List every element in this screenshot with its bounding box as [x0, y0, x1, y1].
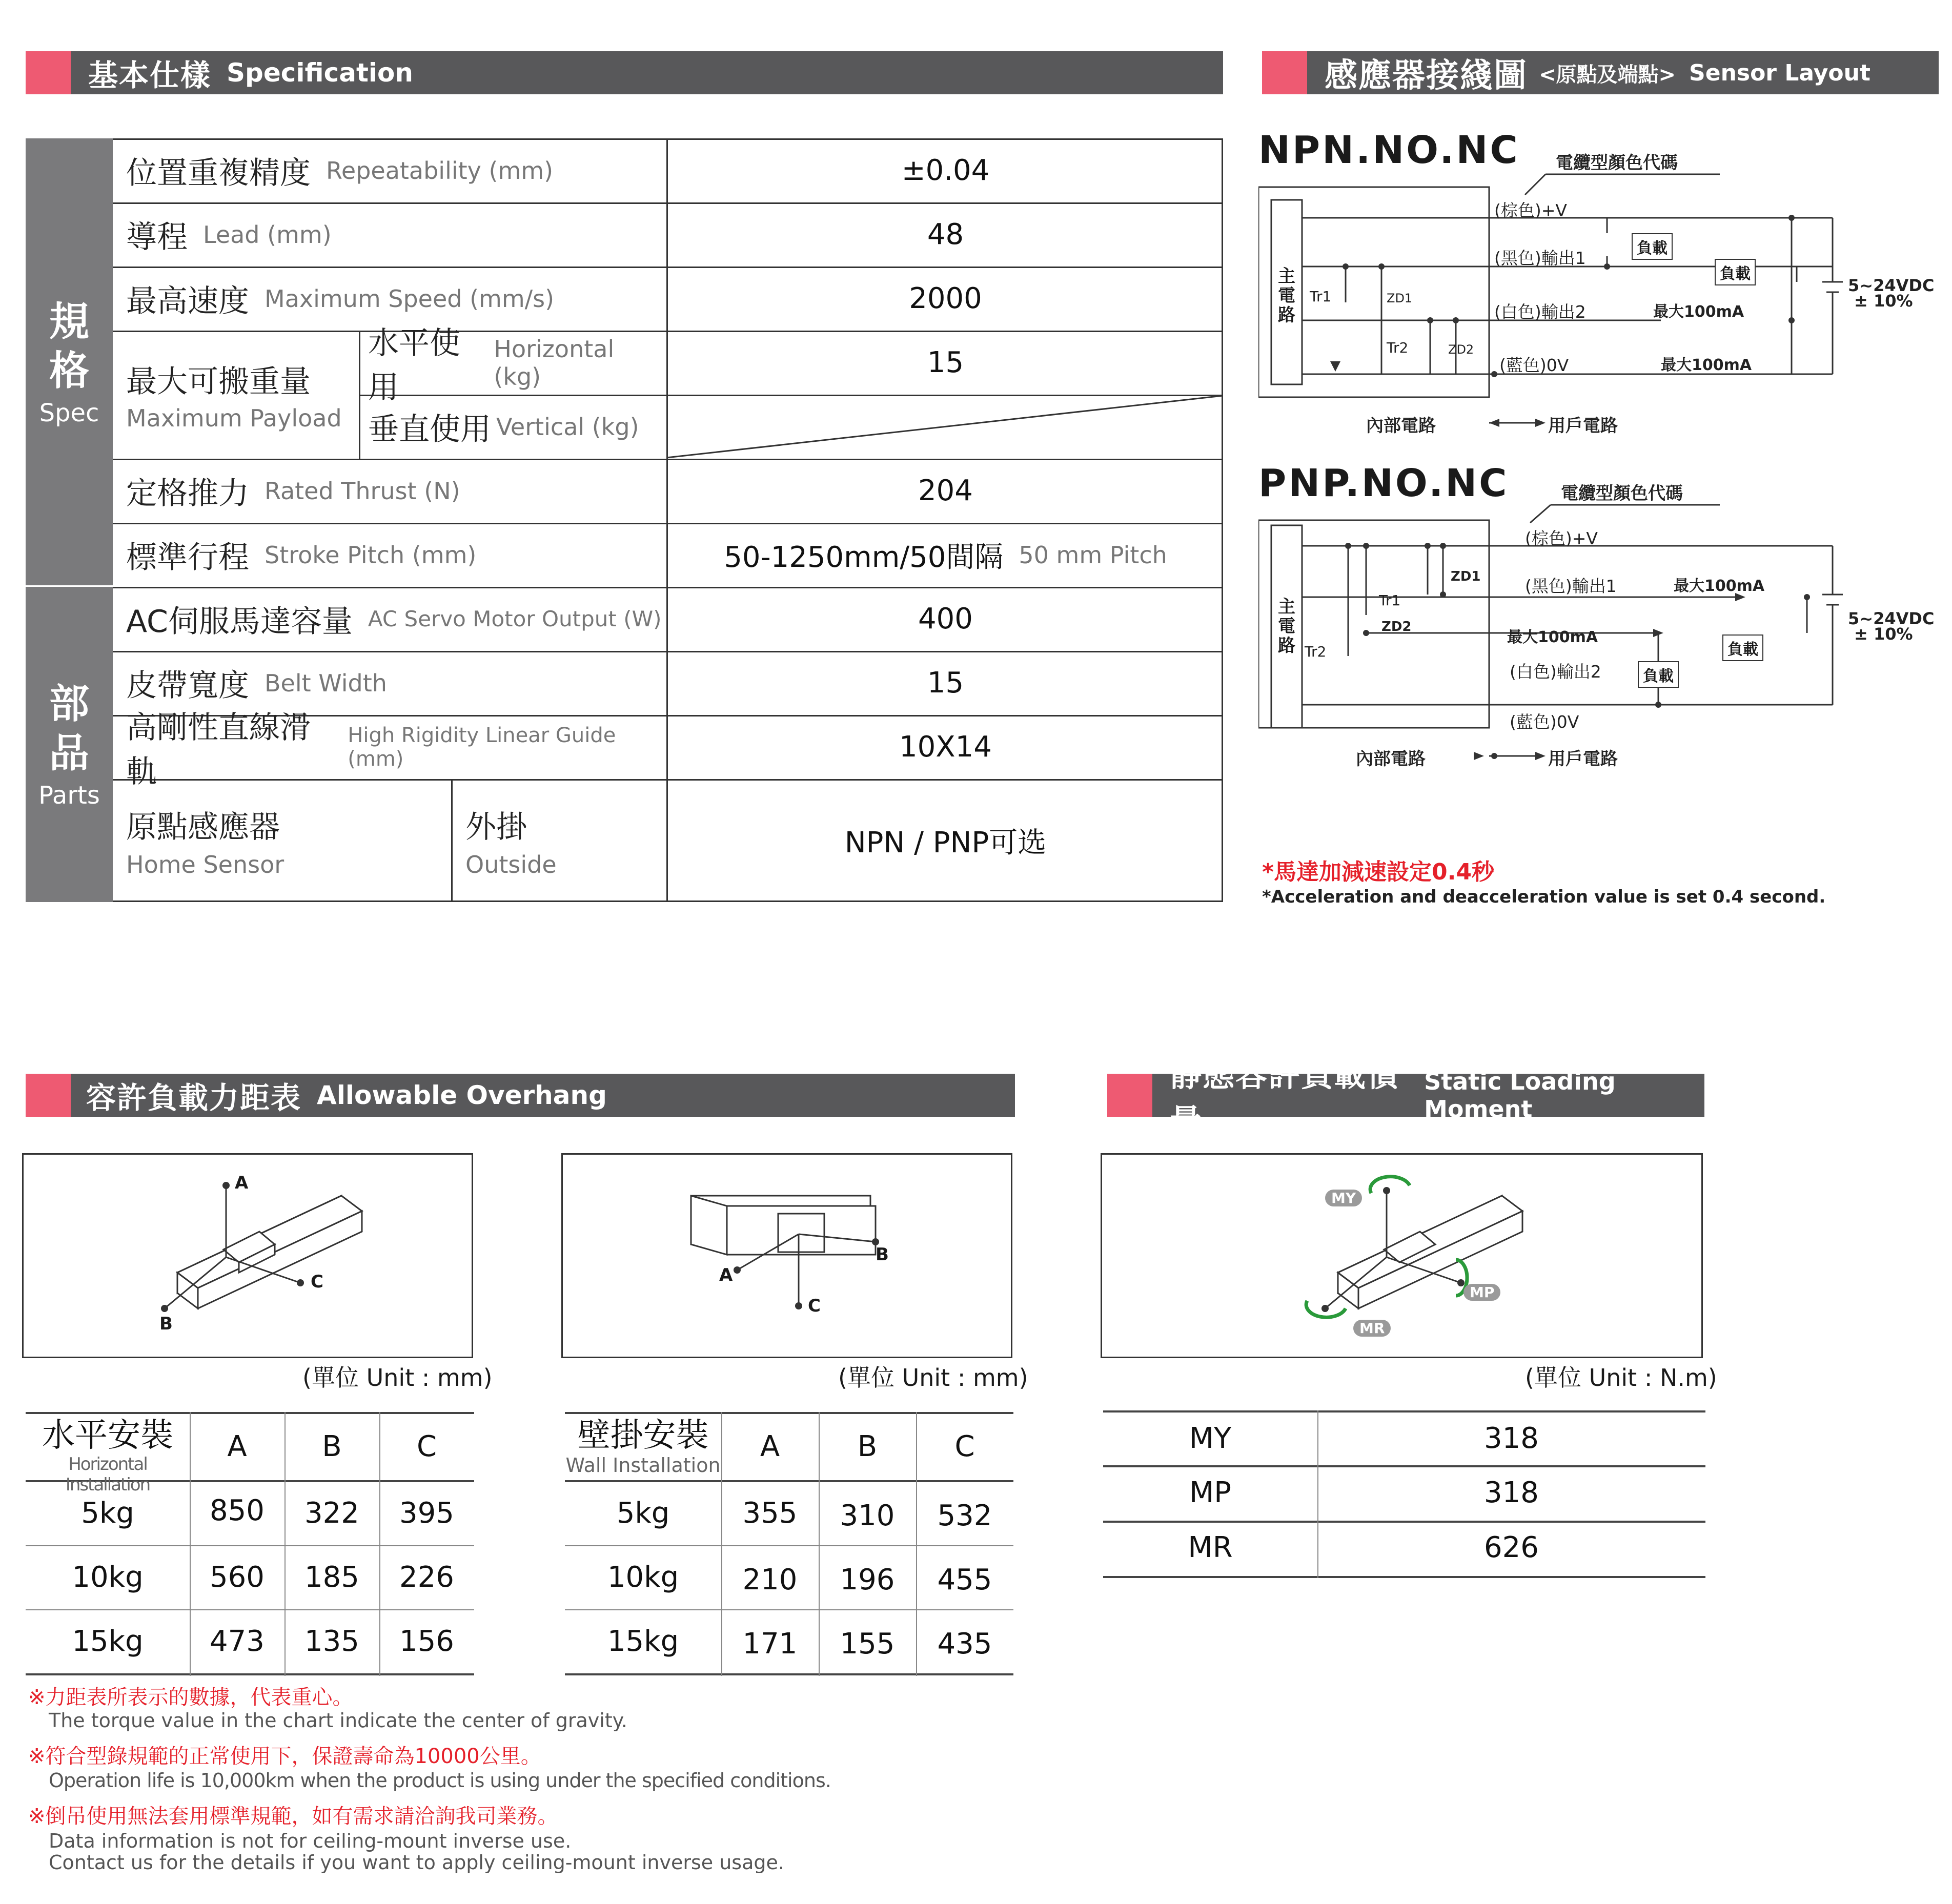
- table-cell: 850: [210, 1494, 265, 1527]
- sensor-title-zh: 感應器接綫圖: [1325, 57, 1528, 95]
- npn-tol: ± 10%: [1854, 291, 1913, 311]
- note-2-zh: ※符合型錄規範的正常使用下，保證壽命為10000公里。: [28, 1745, 541, 1768]
- spec-row-lead: 導程 Lead (mm): [126, 219, 332, 255]
- moment-title-en: Static Loading Moment: [1424, 1068, 1616, 1123]
- table-row-load: 10kg: [72, 1561, 144, 1594]
- table-cell: 435: [937, 1627, 992, 1661]
- note-3-zh: ※倒吊使用無法套用標準規範，如有需求請洽詢我司業務。: [28, 1805, 558, 1828]
- pnp-black: (黑色)輸出1: [1525, 576, 1617, 596]
- pnp-user: 用戶電路: [1548, 749, 1618, 769]
- label-c: C: [808, 1296, 821, 1316]
- table-cell: 560: [210, 1561, 265, 1594]
- table-cell: 196: [840, 1563, 895, 1596]
- moment-diagram-box: [1101, 1153, 1703, 1358]
- table-row-load: 5kg: [616, 1497, 670, 1530]
- spec-title-zh: 基本仕樣: [88, 58, 212, 93]
- overhang-title-en: Allowable Overhang: [317, 1080, 607, 1110]
- label-a: A: [719, 1265, 733, 1285]
- value-motor: 400: [918, 602, 973, 636]
- moment-key: MY: [1189, 1422, 1232, 1455]
- overhang-title-zh: 容許負載力距表: [86, 1080, 302, 1115]
- accel-note-zh: *馬達加減速設定0.4秒: [1262, 859, 1494, 885]
- moment-header: [1107, 1056, 1704, 1139]
- pnp-zd1: ZD1: [1451, 569, 1481, 584]
- npn-tr2: Tr2: [1387, 339, 1409, 356]
- wall-table: [565, 1412, 1013, 1676]
- header-accent: [26, 51, 71, 94]
- npn-blue: (藍色)0V: [1499, 355, 1569, 375]
- header-accent: [26, 1074, 71, 1117]
- value-guide: 10X14: [899, 730, 992, 764]
- pnp-tr1: Tr1: [1379, 592, 1401, 609]
- unit-horizontal: (單位 Unit : mm): [302, 1364, 493, 1391]
- unit-wall: (單位 Unit : mm): [838, 1364, 1028, 1391]
- npn-title: NPN.NO.NC: [1258, 128, 1520, 172]
- sensor-title-en: Sensor Layout: [1689, 59, 1870, 86]
- spec-row-guide: 高剛性直線滑軌 High Rigidity Linear Guide (mm): [126, 709, 616, 790]
- payload-horizontal: 水平使用 Horizontal (kg): [368, 325, 615, 405]
- spec-row-stroke: 標準行程 Stroke Pitch (mm): [126, 539, 477, 576]
- npn-max-1: 最大100mA: [1653, 303, 1744, 321]
- note-3-en-1: Data information is not for ceiling-mount inverse use.: [49, 1830, 572, 1852]
- npn-color-code: 電纜型顏色代碼: [1556, 153, 1678, 173]
- pnp-diagram: [1258, 461, 1950, 779]
- moment-rail-drawing: [1102, 1155, 1701, 1357]
- npn-max-2: 最大100mA: [1661, 356, 1752, 374]
- moment-value: 626: [1484, 1531, 1539, 1564]
- pnp-internal: 內部電路: [1356, 749, 1426, 769]
- label-my: MY: [1325, 1190, 1362, 1206]
- table-cell: 185: [304, 1561, 359, 1594]
- pnp-max-1: 最大100mA: [1674, 577, 1765, 595]
- pnp-tr2: Tr2: [1305, 643, 1327, 660]
- horizontal-diagram-box: [22, 1153, 473, 1358]
- table-cell: 135: [304, 1625, 359, 1658]
- label-a: A: [235, 1173, 249, 1193]
- sensor-title-sub: <原點及端點>: [1539, 63, 1676, 87]
- value-belt: 15: [927, 666, 964, 700]
- value-thrust: 204: [918, 474, 973, 507]
- accel-note-en: *Acceleration and deacceleration value is set 0.4 second.: [1262, 887, 1826, 907]
- npn-wiring: [1258, 128, 1950, 446]
- col-a: A: [760, 1430, 780, 1463]
- moment-table: [1103, 1410, 1705, 1580]
- table-row-load: 15kg: [607, 1625, 679, 1658]
- moment-title-zh: 靜態容許負載慣量: [1170, 1056, 1400, 1139]
- home-sensor-type: 外掛 Outside: [465, 809, 557, 878]
- spec-header: [26, 51, 1223, 94]
- pnp-white: (白色)輸出2: [1510, 662, 1601, 682]
- table-cell: 355: [742, 1497, 798, 1530]
- pnp-zd2: ZD2: [1381, 619, 1412, 634]
- horizontal-head-en: Horizontal Installation: [65, 1454, 150, 1495]
- moment-key: MR: [1188, 1531, 1233, 1564]
- unit-moment: (單位 Unit : N.m): [1525, 1364, 1717, 1391]
- table-cell: 155: [840, 1627, 895, 1661]
- note-1-en: The torque value in the chart indicate the center of gravity.: [49, 1709, 627, 1732]
- table-cell: 226: [399, 1561, 454, 1594]
- table-row-load: 15kg: [72, 1625, 144, 1658]
- vertical-na-diagonal: [666, 395, 1223, 459]
- npn-load-2: 負載: [1715, 259, 1756, 285]
- pnp-tol: ± 10%: [1854, 624, 1913, 644]
- note-3-en-2: Contact us for the details if you want to apply ceiling-mount inverse usage.: [49, 1851, 784, 1874]
- label-c: C: [311, 1272, 323, 1292]
- header-accent: [1107, 1074, 1152, 1117]
- pnp-vdc: 5~24VDC: [1848, 609, 1935, 628]
- npn-brown: (棕色)+V: [1494, 200, 1567, 220]
- table-cell: 210: [742, 1563, 798, 1596]
- value-home-sensor: NPN / PNP可选: [844, 826, 1047, 859]
- label-mr: MR: [1353, 1320, 1391, 1337]
- side-spec: 規 格 Spec: [26, 138, 113, 586]
- wall-diagram-box: [561, 1153, 1012, 1358]
- pnp-title: PNP.NO.NC: [1258, 461, 1509, 505]
- value-stroke: 50-1250mm/50間隔 50 mm Pitch: [724, 540, 1167, 574]
- pnp-blue: (藍色)0V: [1510, 712, 1579, 732]
- value-speed: 2000: [909, 282, 982, 315]
- note-2-en: Operation life is 10,000km when the product is using under the specified conditions.: [49, 1769, 831, 1792]
- label-mp: MP: [1463, 1284, 1500, 1301]
- spec-row-belt: 皮帶寬度 Belt Width: [126, 667, 387, 704]
- value-payload-horizontal: 15: [927, 346, 964, 379]
- payload-vertical: 垂直使用 Vertical (kg): [368, 411, 639, 447]
- pnp-color-code: 電纜型顏色代碼: [1561, 483, 1683, 504]
- pnp-brown: (棕色)+V: [1525, 528, 1598, 548]
- spec-title-en: Specification: [227, 58, 413, 88]
- spec-row-speed: 最高速度 Maximum Speed (mm/s): [126, 283, 555, 319]
- col-c: C: [416, 1430, 437, 1463]
- spec-row-home-sensor: 原點感應器 Home Sensor: [126, 809, 284, 878]
- npn-black: (黑色)輸出1: [1494, 248, 1586, 268]
- npn-vdc: 5~24VDC: [1848, 276, 1935, 295]
- spec-row-motor: AC伺服馬達容量 AC Servo Motor Output (W): [126, 603, 662, 640]
- npn-zd2: ZD2: [1448, 342, 1474, 357]
- horizontal-table: [26, 1412, 474, 1676]
- moment-value: 318: [1484, 1476, 1539, 1509]
- table-cell: 455: [937, 1563, 992, 1596]
- spec-row-thrust: 定格推力 Rated Thrust (N): [126, 475, 460, 511]
- side-parts: 部 品 Parts: [26, 587, 113, 902]
- spec-table: [26, 138, 1223, 902]
- wall-head-zh: 壁掛安裝: [577, 1417, 709, 1455]
- pnp-load-2: 負載: [1638, 661, 1679, 688]
- pnp-load-1: 負載: [1722, 634, 1763, 661]
- table-cell: 395: [399, 1497, 454, 1530]
- moment-key: MP: [1189, 1476, 1232, 1509]
- sensor-header: [1262, 51, 1939, 94]
- table-cell: 171: [742, 1627, 798, 1661]
- moment-value: 318: [1484, 1422, 1539, 1455]
- header-accent: [1262, 51, 1307, 94]
- table-cell: 156: [399, 1625, 454, 1658]
- note-1-zh: ※力距表所表示的數據，代表重心。: [28, 1686, 353, 1709]
- npn-diagram: [1258, 128, 1950, 446]
- npn-internal: 內部電路: [1366, 416, 1436, 436]
- table-row-load: 5kg: [81, 1497, 134, 1530]
- col-c: C: [954, 1430, 975, 1463]
- pnp-max-2: 最大100mA: [1507, 628, 1598, 646]
- pnp-wiring: [1258, 461, 1950, 779]
- spec-row-payload: 最大可搬重量 Maximum Payload: [126, 364, 342, 432]
- overhang-header: [26, 1074, 1015, 1117]
- wall-rail-drawing: [563, 1155, 1011, 1357]
- npn-load-1: 負載: [1632, 233, 1673, 260]
- npn-tr1: Tr1: [1310, 288, 1332, 305]
- table-cell: 322: [304, 1497, 359, 1530]
- value-repeatability: ±0.04: [901, 154, 990, 187]
- table-cell: 473: [210, 1625, 265, 1658]
- col-b: B: [857, 1430, 878, 1463]
- npn-user: 用戶電路: [1548, 416, 1618, 436]
- npn-white: (白色)輸出2: [1494, 302, 1586, 322]
- col-b: B: [322, 1430, 342, 1463]
- table-cell: 532: [937, 1499, 992, 1532]
- npn-zd1: ZD1: [1387, 291, 1413, 305]
- horizontal-head-zh: 水平安裝: [42, 1417, 173, 1455]
- value-lead: 48: [927, 218, 964, 251]
- table-row-load: 10kg: [607, 1561, 679, 1594]
- label-b: B: [876, 1244, 889, 1265]
- label-b: B: [159, 1314, 173, 1334]
- table-cell: 310: [840, 1499, 895, 1532]
- spec-row-repeatability: 位置重複精度 Repeatability (mm): [126, 155, 554, 191]
- pnp-main-circuit: 主 電 路: [1278, 597, 1295, 656]
- wall-head-en: Wall Installation: [565, 1454, 721, 1477]
- npn-main-circuit: 主 電 路: [1278, 266, 1295, 325]
- col-a: A: [227, 1430, 247, 1463]
